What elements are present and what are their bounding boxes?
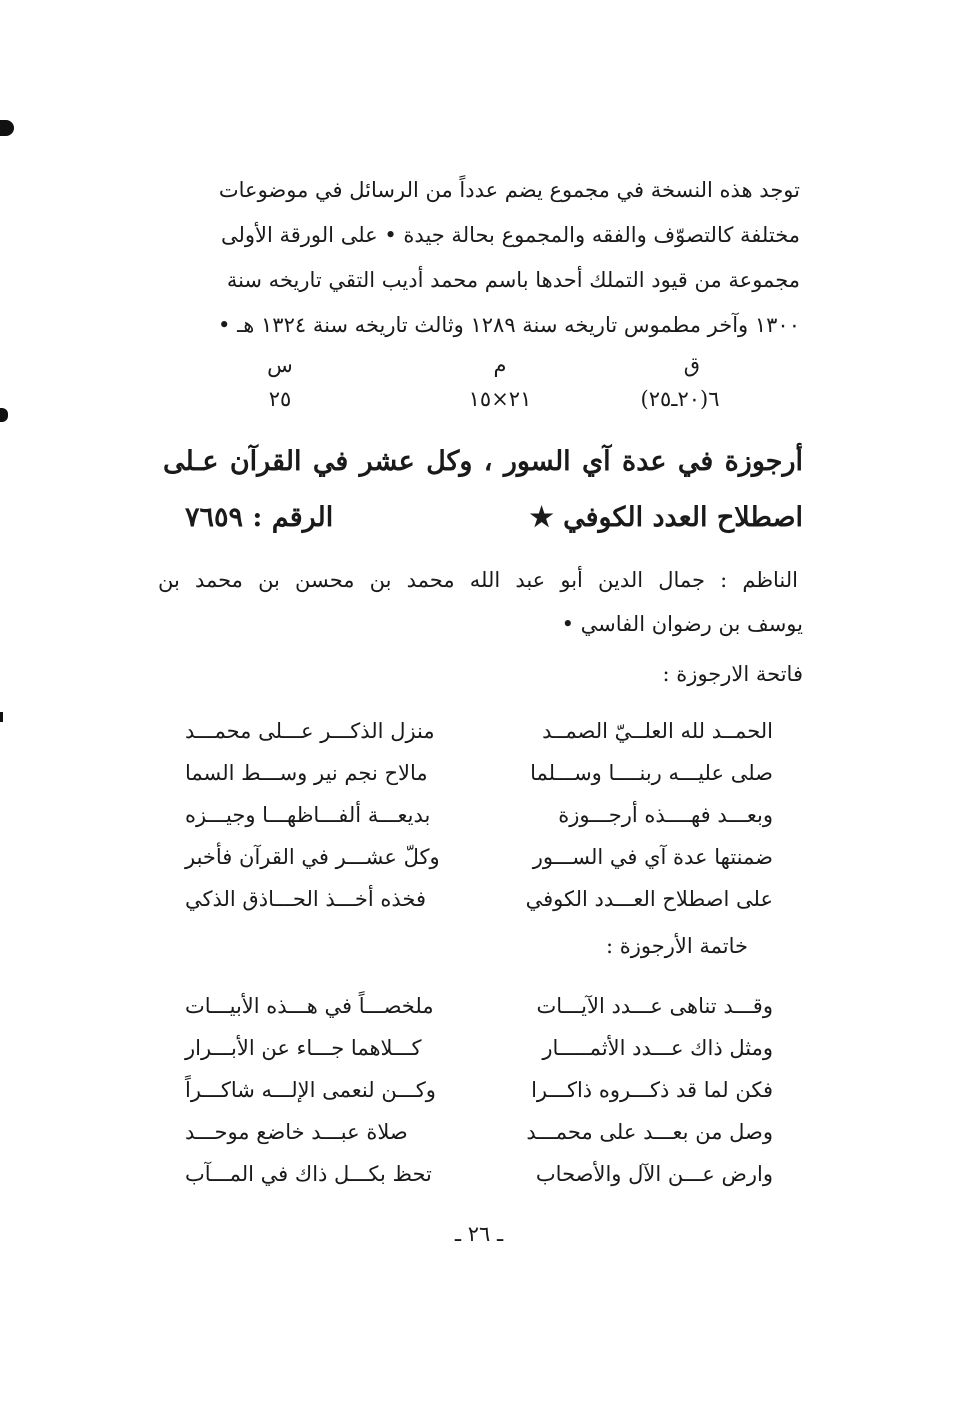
page-number: ـ ٢٦ ـ (454, 1222, 504, 1246)
hemistich-left: فخذه أخـــذ الحـــاذق الذكي (185, 887, 426, 911)
intro-paragraph (160, 168, 800, 348)
entry-title: أرجوزة في عدة آي السور ، وكل عشر في القرآن عـلى (163, 446, 803, 477)
size-label: م (493, 353, 507, 377)
intro-line: مجموعة من قيود التملك أحدها باسم محمد أديب التقي تاريخه سنة (226, 268, 800, 292)
dimension-lines (210, 348, 350, 416)
hemistich-left: منزل الذكـــر عـــلى محمـــد (185, 719, 435, 743)
hemistich-right: ومثل ذاك عـــدد الأثمـــــار (542, 1036, 773, 1060)
hemistich-right: صلى عليـــه ربنــــا وســـلما (530, 761, 773, 785)
intro-line: مختلفة كالتصوّف والفقه والمجموع بحالة جيدة • على الورقة الأولى (220, 223, 800, 247)
dimension-size (420, 348, 580, 416)
hemistich-left: ملخصـــاً في هـــذه الأبيـــات (185, 994, 434, 1018)
hemistich-right: الحمــد لله العلــيّ الصمــد (542, 719, 773, 743)
manuscript-dimensions (0, 348, 958, 428)
closing-poem (0, 985, 958, 1195)
author-line: الناظم : جمال الدين أبو عبد الله محمد بن محسن بن محمد بن (158, 568, 798, 592)
intro-line: توجد هذه النسخة في مجموع يضم عدداً من الرسائل في موضوعات (218, 178, 800, 202)
lines-value: ٢٥ (268, 387, 292, 411)
hemistich-right: على اصطلاح العـــدد الكوفي (525, 887, 773, 911)
lines-label: س (267, 353, 293, 377)
folios-value: ٦(٢٠ـ٢٥) (640, 387, 720, 411)
hemistich-left: صلاة عبـــد خاضع موحـــد (185, 1120, 408, 1144)
opening-heading: فاتحة الارجوزة : (662, 662, 803, 686)
hemistich-left: كـــلاهما جـــاء عن الأبـــرار (185, 1036, 422, 1060)
hemistich-right: ضمنتها عدة آي في الســـور (532, 845, 773, 869)
catalog-number: الرقم : ٧٦٥٩ (185, 502, 334, 533)
opening-poem (0, 710, 958, 920)
hemistich-left: وكـــن لنعمى الإلـــه شاكـــراً (185, 1078, 436, 1102)
closing-heading: خاتمة الأرجوزة : (606, 934, 748, 958)
intro-line: ١٣٠٠ وآخر مطموس تاريخه سنة ١٢٨٩ وثالث تاريخه سنة ١٣٢٤ هـ • (218, 313, 800, 337)
hemistich-left: تحظ بكـــل ذاك في المـــآب (185, 1162, 432, 1186)
hemistich-right: وقـــد تناهى عـــدد الآيـــات (536, 994, 773, 1018)
author-line-continued: يوسف بن رضوان الفاسي • (561, 612, 803, 636)
hemistich-left: بديعـــة ألفـــاظهـــا وجيـــزه (185, 803, 431, 827)
hemistich-right: وصل من بعـــد على محمـــد (526, 1120, 773, 1144)
size-value: ٢١×١٥ (468, 387, 532, 411)
scan-edge-mark (0, 120, 14, 136)
hemistich-right: وارض عـــن الآل والأصحاب (535, 1162, 773, 1186)
hemistich-right: فكن لما قد ذكـــروه ذاكـــرا (531, 1078, 773, 1102)
folios-label: ق (683, 353, 700, 377)
hemistich-right: وبعـــد فهــــذه أرجـــوزة (558, 803, 773, 827)
dimension-folios (600, 348, 760, 416)
hemistich-left: مالاح نجم نير وســـط السما (185, 761, 428, 785)
hemistich-left: وكلّ عشـــر في القرآن فأخبر (185, 845, 440, 869)
entry-title-continued: اصطلاح العدد الكوفي ★ (529, 502, 803, 533)
